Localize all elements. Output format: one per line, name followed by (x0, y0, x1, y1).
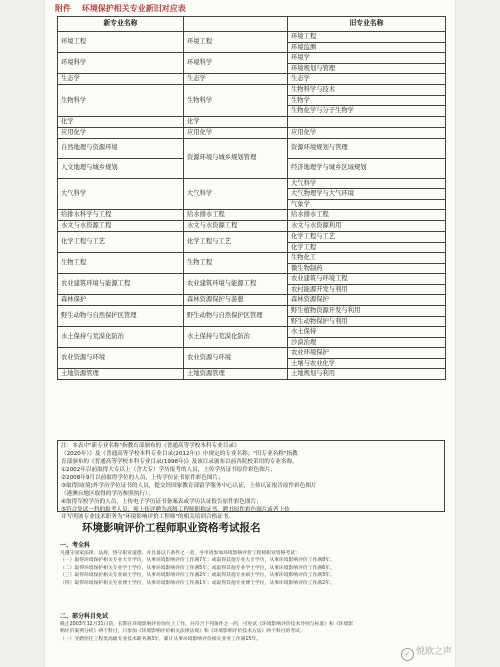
new-major-cell: 化学工程与工艺 (58, 232, 184, 253)
table-row (58, 138, 446, 158)
new-major-cell: 农业建筑环境与能源工程 (58, 274, 184, 295)
old-major-cell (288, 53, 446, 74)
mid-major-cell: 应用化学 (184, 127, 288, 138)
mid-major-cell: 森林资源保护与游憩 (184, 295, 288, 306)
old-major-item: 给水排水工程 (291, 211, 329, 219)
section-exemption-body (60, 621, 445, 643)
old-major-item: 气象学 (291, 200, 310, 208)
new-major-cell: 野生动物与自然保护区管理 (58, 306, 184, 327)
watermark (401, 644, 452, 661)
old-major-item: 环境规划与管理 (291, 64, 336, 72)
table-row (58, 306, 446, 327)
old-major-item: 化学工程与工艺 (288, 232, 445, 243)
old-major-item: 生物化工 (288, 253, 445, 264)
old-major-item: 生物学 (288, 96, 445, 107)
footnote-line: ②2008年9月以前取得学位的人员，上传学位证书原件彩色图片； (61, 474, 224, 481)
old-major-cell (288, 74, 446, 85)
watermark-logo-icon: ✓ (401, 648, 414, 661)
requirement-item: （二）取得环境保护相关专业学士学位，从事环境影响评价工作满5年；或取得其他专业学士学位，从事环境影响评价工作满6年。 (60, 565, 335, 571)
table-row (58, 116, 446, 127)
header-blank (184, 17, 288, 32)
section-full-subjects-body (60, 550, 445, 587)
old-major-cell (288, 210, 446, 221)
new-major-cell: 环境科学 (58, 53, 184, 74)
mid-major-cell: 水文与水资源工程 (184, 221, 288, 232)
old-major-item: 资源环境规划与管理 (291, 144, 348, 152)
old-major-cell (288, 85, 446, 117)
title-tag: 附件 (55, 4, 71, 13)
old-major-cell (288, 127, 446, 138)
section-intro: 凡遵守国家法律、法规，恪守职业道德，并具备以下条件之一者，可申请参加环境影响评价工程师职业资格考试： (60, 551, 300, 556)
requirement-item: （四）取得环境保护相关专业博士学位，从事环境影响评价工作满1年；或取得其他专业博士学位，从事环境影响评价工作满2年。 (60, 580, 335, 586)
footnote-line: 育部颁布的《普通高等学校本科专业目录(1998年)》及该目录颁布以前各院校采用的专业名称。 (61, 458, 298, 465)
old-major-cell (288, 221, 446, 232)
header-old-major: 旧专业名称 (288, 17, 446, 32)
exemption-line: 响评价案例分析》两个科目，只参加《环境影响评价相关法律法规》和《环境影响评价技术方法》两个科目的考试。 (60, 629, 305, 635)
old-major-item: 化学工程 (291, 243, 317, 251)
old-major-item: 野生植物资源开发与利用 (288, 306, 445, 317)
footnote-line: ③取得国(境)外学历学位证书的人员，提交经国家教育部留学服务中心认证，上传认证报告原件彩色图片 (61, 482, 317, 489)
section-full-subjects-title: 一、考全科 (60, 542, 91, 549)
new-major-cell: 森林保护 (58, 295, 184, 306)
footnote-line: （2020年）》及《普通高等学校本科专业目录(2012年)》中规定的专业名称；"旧专业名称"指教 (61, 450, 298, 457)
new-major-cell: 土地资源管理 (58, 369, 184, 380)
table-row (58, 85, 446, 117)
table-row (58, 221, 446, 232)
table-row (58, 210, 446, 221)
new-major-cell: 水土保持与荒漠化防治 (58, 327, 184, 348)
old-major-item: 森林资源保护 (291, 296, 329, 304)
requirement-item: （三）取得环境保护相关专业硕士学位，从事环境影响评价工作满2年；或取得其他专业硕士学位，从事环境影响评价工作满3年。 (60, 573, 335, 579)
mid-major-cell: 大气科学 (184, 178, 288, 210)
section-exemption-title: 二、部分科目免试 (60, 613, 109, 620)
mid-major-cell: 生态学 (184, 74, 288, 85)
old-major-item: 土壤与农业化学 (291, 359, 336, 367)
old-major-cell (288, 253, 446, 274)
old-major-item: 生态学 (291, 75, 310, 83)
mid-major-cell: 环境工程 (184, 32, 288, 53)
new-major-cell: 生物科学 (58, 85, 184, 117)
mid-major-cell: 生物工程 (184, 253, 288, 274)
mid-major-cell: 水土保持与荒漠化防治 (184, 327, 288, 348)
mid-major-cell: 土地资源管理 (184, 369, 288, 380)
mid-major-cell: 野生动物与自然保护区管理 (184, 306, 288, 327)
footnote-line: ①2002年以前取得大专以上（含大专）学历报考的人员，上传学历证书原件彩色图片； (61, 466, 277, 473)
footnote-line: ④取得军校学历的人员，上传电子学历证书备案表或学历认证报告原件彩色图片； (61, 498, 262, 505)
page-title (55, 3, 186, 17)
old-major-cell (288, 178, 446, 210)
table-footnote (57, 440, 445, 521)
footnote-line: （港澳台地区取得的学历参照执行）； (61, 490, 154, 497)
old-major-item: 生物科学与技术 (288, 85, 445, 96)
mid-major-cell: 生物科学 (184, 85, 288, 117)
old-major-cell (288, 369, 446, 380)
mid-major-cell: 环境科学 (184, 53, 288, 74)
table-row (58, 74, 446, 85)
old-major-item: 生物化学与分子生物学 (291, 107, 354, 114)
table-row (58, 295, 446, 306)
old-major-cell (288, 295, 446, 306)
old-major-item: 大气科学 (288, 179, 445, 190)
table-row (58, 369, 446, 380)
new-major-cell: 应用化学 (58, 127, 184, 138)
old-major-item: 土地规划与利用 (291, 370, 336, 378)
old-major-item: 应用化学 (291, 128, 317, 136)
old-major-item: 大气物理学与大气环境 (288, 189, 445, 200)
major-mapping-table (57, 16, 446, 380)
footnote-line: 注：本表中"新专业名称"指教育部颁布的《普通高等学校本科专业目录》 (61, 443, 240, 449)
mid-major-cell: 农业资源与环境 (184, 348, 288, 369)
table-row (58, 127, 446, 138)
mid-major-cell: 农业建筑环境与能源工程 (184, 274, 288, 295)
mid-major-cell: 资源环境与城乡规划管理 (184, 138, 288, 178)
table-row (58, 327, 446, 348)
new-major-cell: 化学 (58, 116, 184, 127)
old-major-cell (288, 274, 446, 295)
requirement-item: （一）取得环境保护相关专业大专学历，从事环境影响评价工作满7年；或取得其他专业大专学历，从事环境影响评价工作满8年。 (60, 558, 335, 564)
old-major-item: 农业建筑与环境工程 (288, 274, 445, 285)
old-major-cell (288, 32, 446, 53)
old-major-item: 微生物制药 (291, 264, 323, 272)
table-row (58, 178, 446, 210)
old-major-cell (288, 348, 446, 369)
new-major-cell: 自然地理与资源环境 (58, 138, 184, 158)
old-major-item: 环境学 (288, 53, 445, 64)
old-major-cell (288, 306, 446, 327)
exemption-line: 截止2003年12月31日前，长期在环境影响评价岗位上工作，并符合下列条件之一的，可免试《环境影响评价技术导则与标准》和《环境影 (60, 622, 354, 627)
header-new-major: 新专业名称 (58, 17, 184, 32)
footnote-line: ⑤符合免试一科的报考人员，须上传评聘为高级工程师职称证书、聘书原件彩色图片或者上传 (61, 506, 290, 513)
table-row (58, 253, 446, 274)
table-row (58, 32, 446, 53)
exemption-line: （一）受聘担任工程类高级专业技术职务满3年，累计从事环境影响评价相关业务工作满15年。 (60, 636, 262, 642)
old-major-cell (288, 158, 446, 178)
mid-major-cell: 给水排水工程 (184, 210, 288, 221)
table-row (58, 232, 446, 253)
new-major-cell: 给排水科学与工程 (58, 210, 184, 221)
watermark-text: 悦欧之声 (415, 647, 452, 657)
mid-major-cell: 化学工程与工艺 (184, 232, 288, 253)
table-header-row (58, 17, 446, 32)
footnote-line: 并写明该专业技术职务为"环境影响评价工程师"的相关培训合格证书。 (61, 514, 234, 521)
new-major-cell: 环境工程 (58, 32, 184, 53)
table-row (58, 348, 446, 369)
old-major-item: 水土保持 (288, 327, 445, 338)
table-row (58, 274, 446, 295)
old-major-cell (288, 232, 446, 253)
old-major-item: 农村能源开发与利用 (291, 285, 348, 293)
old-major-cell (288, 138, 446, 158)
new-major-cell: 生态学 (58, 74, 184, 85)
mid-major-cell: 化学 (184, 116, 288, 127)
section-heading: 环境影响评价工程师职业资格考试报名 (82, 522, 261, 534)
old-major-item: 环境监测 (291, 43, 317, 51)
new-major-cell: 生物工程 (58, 253, 184, 274)
old-major-item: 环境工程 (288, 32, 445, 43)
old-major-item: 水文与水资源利用 (291, 222, 342, 230)
new-major-cell: 人文地理与城乡规划 (58, 158, 184, 178)
title-text: 环境保护相关专业新旧对应表 (81, 4, 186, 13)
old-major-cell (288, 116, 446, 127)
new-major-cell: 大气科学 (58, 178, 184, 210)
old-major-item: 经济地理学与城乡区域规划 (291, 164, 367, 172)
old-major-item: 农业环境保护 (288, 348, 445, 359)
old-major-item: 沙漠治理 (291, 338, 317, 346)
new-major-cell: 农业资源与环境 (58, 348, 184, 369)
old-major-cell (288, 327, 446, 348)
old-major-item: 野生动物保护与利用 (291, 317, 348, 325)
table-row (58, 53, 446, 74)
new-major-cell: 水文与水资源工程 (58, 221, 184, 232)
